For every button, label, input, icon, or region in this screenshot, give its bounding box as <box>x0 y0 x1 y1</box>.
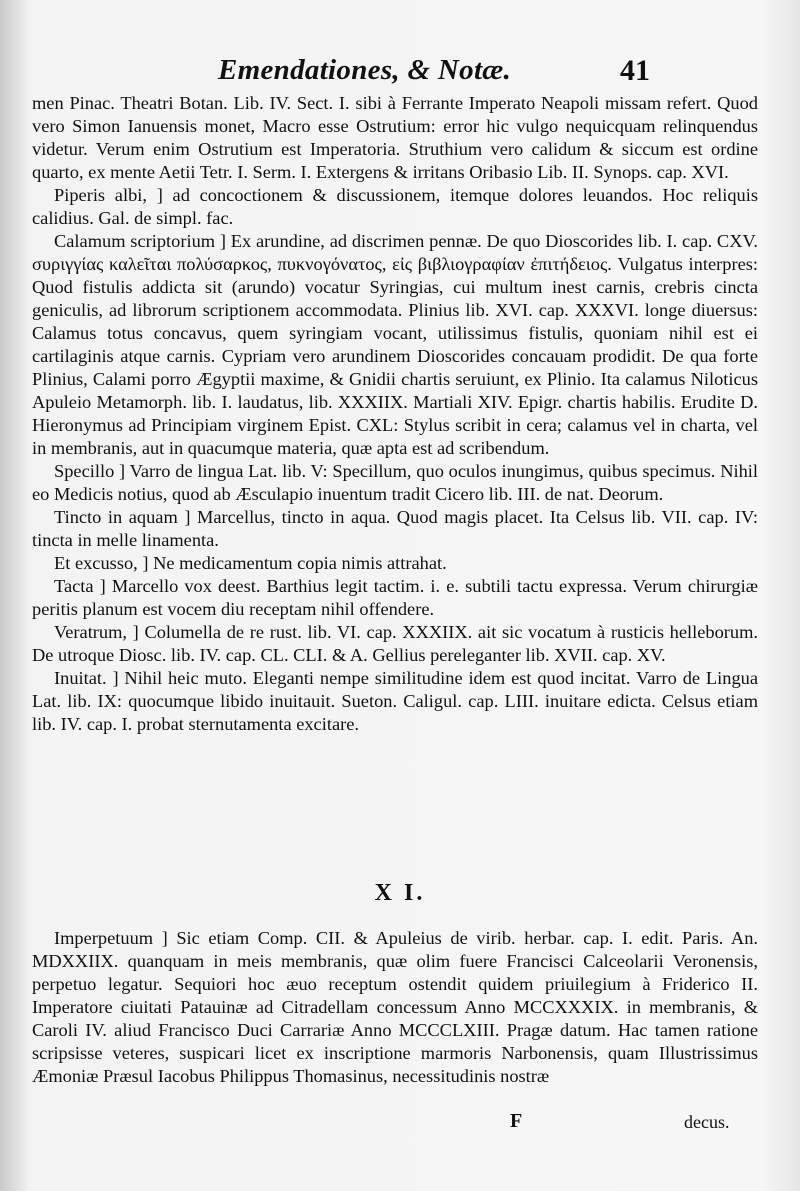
paragraph: Specillo ] Varro de lingua Lat. lib. V: Specillum, quo oculos inungimus, quibus specimus. Nihil eo Medicis notius, quod ab Æsculapio inuentum tradit Cicero lib. III. de nat. Deorum. <box>32 461 758 504</box>
running-title: Emendationes, & Notæ. <box>218 54 512 86</box>
paragraph: Inuitat. ] Nihil heic muto. Eleganti nempe similitudine idem est quod incitat. Varro de Lingua Lat. lib. IX: quocumque libido inuitauit. Sueton. Caligul. cap. LIII. inuitare edicta. Celsus etiam lib. IV. cap. I. probat sternutamenta excitare. <box>32 668 758 734</box>
paragraph: Tincto in aquam ] Marcellus, tincto in aqua. Quod magis placet. Ita Celsus lib. VII. cap. IV: tincta in melle linamenta. <box>32 507 758 550</box>
running-header <box>0 54 800 96</box>
paragraph: Calamum scriptorium ] Ex arundine, ad discrimen pennæ. De quo Dioscorides lib. I. cap. CXV. συριγγίας καλεῖται πολύσαρκος, πυκνογόνατος, εἰς βιβλιογραφίαν ἐπιτήδειος. Vulgatus interpres: Quod fistulis addicta sit (arundo) vocatur Syringias, cui multum inest carnis, crebris cincta geniculis, ad librorum scriptionem accommodata. Plinius lib. XVI. cap. XXXVI. longe diuersus: Calamus totus concavus, quem syringiam vocant, utilissimus fistulis, quoniam nihil est ei cartilaginis atque carnis. Cypriam vero arundinem Dioscorides concauam prodidit. De qua forte Plinius, Calami porro Ægyptii maxime, & Gnidii chartis seruiunt, ex Plinio. Ita calamus Niloticus Apuleio Metamorph. lib. I. laudatus, lib. XXXIIX. Martiali XIV. Epigr. chartis habilis. Erudite D. Hieronymus ad Principiam virginem Epist. CXL: Stylus scribit in cera; calamus vel in charta, vel in membranis, aut in quacumque materia, quæ apta est ad scribendum. <box>32 231 758 458</box>
catchword: decus. <box>684 1112 730 1132</box>
section-text <box>32 927 758 1088</box>
paragraph: men Pinac. Theatri Botan. Lib. IV. Sect. I. sibi à Ferrante Imperato Neapoli missam refert. Quod vero Simon Ianuensis monet, Macro esse Ostrutium: error hic vulgo nequicquam relinquendus videtur. Verum enim Ostrutium est Imperatoria. Struthium vero calidum & siccum est ordine quarto, ex mente Aetii Tetr. I. Serm. I. Extergens & irritans Oribasio Lib. II. Synops. cap. XVI. <box>32 93 758 182</box>
signature-mark: F <box>510 1110 523 1132</box>
section-heading: X I. <box>374 880 426 906</box>
main-text <box>32 92 758 736</box>
paragraph: Tacta ] Marcello vox deest. Barthius legit tactim. i. e. subtili tactu expressa. Verum chirurgiæ peritis planum est vocem diu receptam nihil offendere. <box>32 576 758 619</box>
page-number: 41 <box>620 54 650 87</box>
paragraph: Veratrum, ] Columella de re rust. lib. VI. cap. XXXIIX. ait sic vocatum à rusticis helleborum. De utroque Diosc. lib. IV. cap. CL. CLI. & A. Gellius pereleganter lib. XVII. cap. XV. <box>32 622 758 665</box>
paragraph: Piperis albi, ] ad concoctionem & discussionem, itemque dolores leuandos. Hoc reliquis calidius. Gal. de simpl. fac. <box>32 185 758 228</box>
paragraph: Imperpetuum ] Sic etiam Comp. CII. & Apuleius de virib. herbar. cap. I. edit. Paris. An. MDXXIIX. quanquam in meis membranis, quæ olim fuere Francisci Calceolarii Veronensis, perpetuo legatur. Sequiori hoc æuo receptum ostendit quidem priuilegium à Friderico II. Imperatore ciuitati Patauinæ ad Citradellam concessum Anno MCCXXXIX. in membranis, & Caroli IV. aliud Francisco Duci Carrariæ Anno MCCCLXIII. Pragæ datum. Hac tamen ratione scripsisse veteres, suspicari licet ex inscriptione marmoris Narbonensis, quam Illustrissimus Æmoniæ Præsul Iacobus Philippus Thomasinus, necessitudinis nostræ <box>32 928 758 1086</box>
paragraph: Et excusso, ] Ne medicamentum copia nimis attrahat. <box>54 553 447 573</box>
